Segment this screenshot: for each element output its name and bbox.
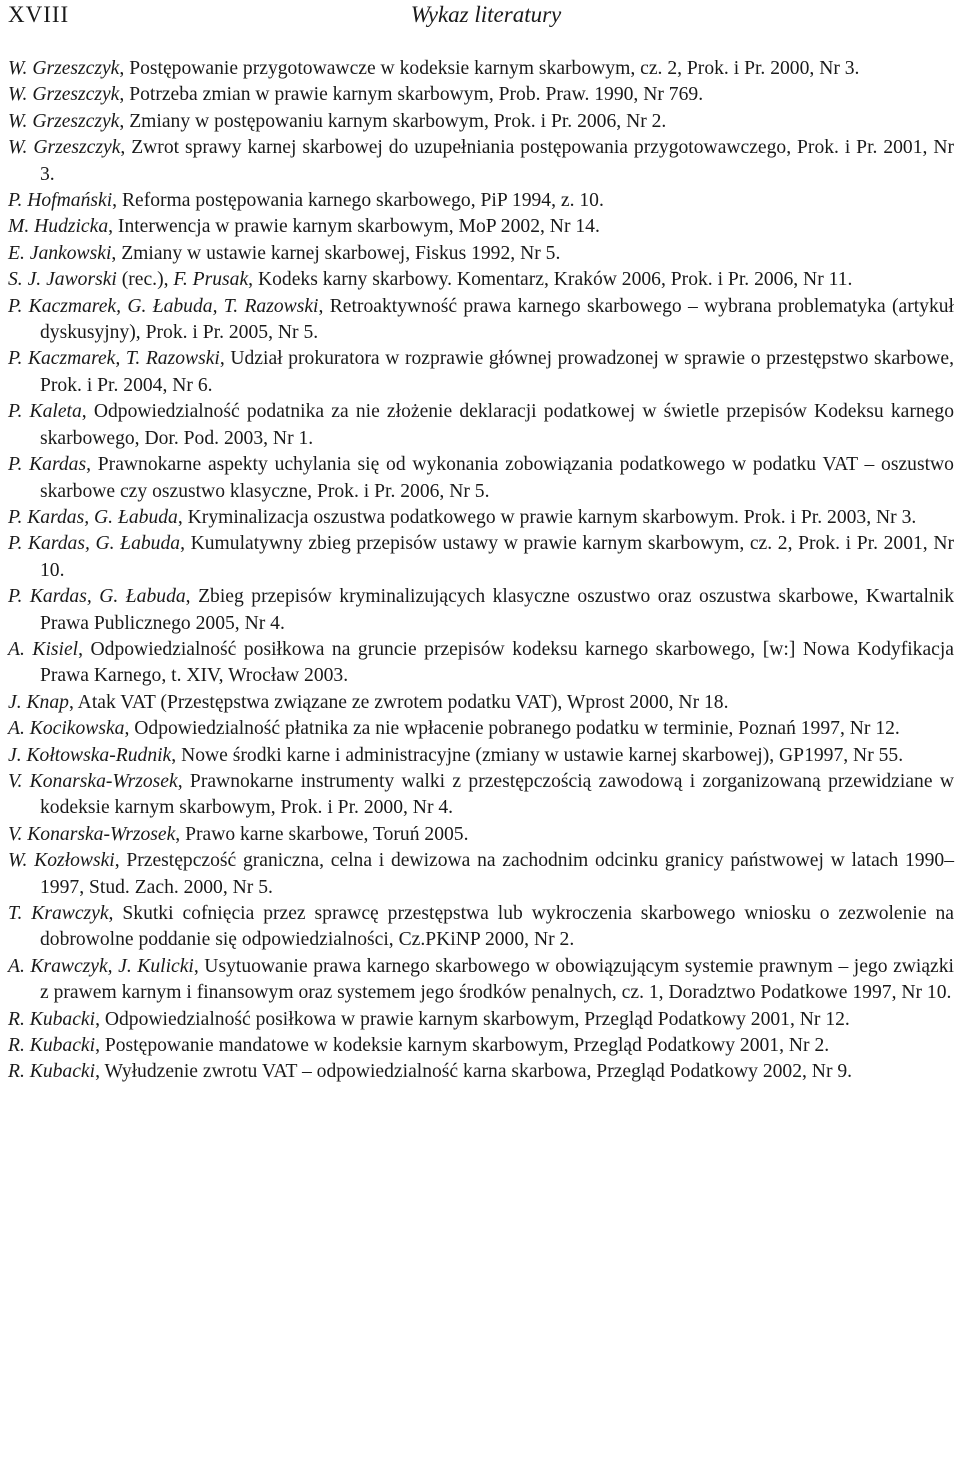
bibliography-entry — [8, 848, 954, 901]
entry-authors: P. Kardas, G. Łabuda — [8, 506, 178, 528]
entry-text: , Odpowiedzialność posiłkowa na gruncie przepisów kodeksu karnego skarbowego, [w:] Nowa Kodyfikacja Prawa Karnego, t. XIV, Wrocław 2003. — [40, 638, 954, 687]
entry-authors: V. Konarska-Wrzosek — [8, 823, 176, 845]
entry-authors: P. Hofmański — [8, 190, 113, 212]
entry-text: , Skutki cofnięcia przez sprawcę przestępstwa lub wykroczenia skarbowego wniosku o zezwolenie na dobrowolne poddanie się odpowiedzialności, Cz.PKiNP 2000, Nr 2. — [40, 903, 954, 951]
entry-text: , Postępowanie przygotowawcze w kodeksie karnym skarbowym, cz. 2, Prok. i Pr. 2000, Nr 3. — [119, 58, 860, 79]
bibliography-entry — [8, 82, 954, 108]
entry-text: , Prawnokarne instrumenty walki z przestępczością zawodową i zorganizowaną przewidziane w kodeksie karnym skarbowym, Prok. i Pr. 2000, Nr 4. — [40, 770, 954, 819]
entry-authors: P. Kaleta — [8, 401, 82, 423]
entry-text: , Potrzeba zmian w prawie karnym skarbowym, Prob. Praw. 1990, Nr 769. — [119, 84, 704, 106]
bibliography-entry — [8, 1059, 954, 1085]
entry-authors: A. Kocikowska — [8, 718, 125, 740]
bibliography-entry — [8, 399, 954, 452]
bibliography-entry — [8, 1007, 954, 1033]
entry-authors: R. Kubacki — [8, 1061, 96, 1083]
page-header — [8, 0, 952, 34]
entry-text: (rec.), — [116, 269, 174, 291]
entry-authors: S. J. Jaworski — [8, 269, 117, 291]
bibliography-entry — [8, 294, 954, 347]
bibliography-entry — [8, 743, 954, 769]
bibliography-entry — [8, 241, 954, 267]
bibliography-entry — [8, 346, 954, 399]
entry-authors: J. Kołtowska-Rudnik — [8, 744, 172, 766]
bibliography-entry — [8, 769, 954, 822]
entry-authors: W. Grzeszczyk — [8, 137, 121, 159]
entry-text: , Kryminalizacja oszustwa podatkowego w prawie karnym skarbowym. Prok. i Pr. 2003, Nr 3. — [177, 506, 917, 528]
entry-authors: R. Kubacki — [8, 1008, 96, 1030]
bibliography-entry — [8, 267, 954, 293]
entry-authors: T. Krawczyk — [8, 903, 109, 924]
bibliography-entry — [8, 452, 954, 505]
bibliography-entry — [8, 505, 954, 531]
entry-authors: P. Kardas — [8, 454, 87, 476]
entry-text: , Zwrot sprawy karnej skarbowej do uzupełniania postępowania przygotowawczego, Prok. i Pr. 2001, Nr 3. — [40, 137, 954, 185]
bibliography-entry — [8, 901, 954, 954]
entry-text: , Retroaktywność prawa karnego skarbowego – wybrana problematyka (artykuł dyskusyjny), Prok. i Pr. 2005, Nr 5. — [40, 295, 954, 344]
entry-authors: J. Knap — [8, 691, 69, 713]
entry-text: , Interwencja w prawie karnym skarbowym, MoP 2002, Nr 14. — [108, 216, 600, 238]
entry-authors: W. Grzeszczyk — [8, 110, 120, 132]
entry-authors: P. Kardas, G. Łabuda — [8, 586, 186, 608]
entry-text: , Odpowiedzialność płatnika za nie wpłacenie pobranego podatku w terminie, Poznań 1997, Nr 12. — [124, 718, 900, 740]
bibliography-entry — [8, 716, 954, 742]
bibliography-entry — [8, 135, 954, 188]
bibliography-entry — [8, 56, 954, 82]
entry-authors: A. Kisiel — [8, 638, 79, 660]
bibliography-entry — [8, 690, 954, 716]
entry-authors: E. Jankowski — [8, 242, 112, 264]
entry-authors: P. Kaczmarek, T. Razowski — [8, 348, 220, 370]
bibliography-entry — [8, 637, 954, 690]
entry-text: , Kumulatywny zbieg przepisów ustawy w prawie karnym skarbowym, cz. 2, Prok. i Pr. 2001, Nr 10. — [40, 533, 954, 581]
bibliography-entry — [8, 214, 954, 240]
entry-text: , Odpowiedzialność podatnika za nie złożenie deklaracji podatkowej w świetle przepisów Kodeksu karnego skarbowego, Dor. Pod. 2003, Nr 1. — [40, 401, 954, 449]
entry-authors: R. Kubacki — [8, 1035, 96, 1057]
entry-text: , Zbieg przepisów kryminalizujących klasyczne oszustwo oraz oszustwa skarbowe, Kwartalnik Prawa Publicznego 2005, Nr 4. — [40, 586, 954, 634]
entry-authors: V. Konarska-Wrzosek — [8, 770, 178, 792]
entry-authors: W. Grzeszczyk — [8, 58, 120, 79]
bibliography-entry — [8, 954, 954, 1007]
entry-text: , Zmiany w postępowaniu karnym skarbowym, Prok. i Pr. 2006, Nr 2. — [119, 110, 667, 132]
entry-authors: A. Krawczyk, J. Kulicki — [8, 955, 194, 977]
entry-authors: W. Grzeszczyk — [8, 84, 120, 106]
entry-text: , Udział prokuratora w rozprawie głównej prowadzonej w sprawie o przestępstwo skarbowe, Prok. i Pr. 2004, Nr 6. — [40, 348, 954, 396]
entry-authors: W. Kozłowski — [8, 850, 115, 872]
entry-text: , Zmiany w ustawie karnej skarbowej, Fiskus 1992, Nr 5. — [111, 242, 561, 264]
bibliography-entry — [8, 109, 954, 135]
entry-authors: P. Kardas, G. Łabuda — [8, 533, 181, 555]
page-number: XVIII — [8, 2, 70, 27]
bibliography-list — [8, 56, 954, 1086]
entry-text: , Przestępczość graniczna, celna i dewizowa na zachodnim odcinku granicy państwowej w latach 1990–1997, Stud. Zach. 2000, Nr 5. — [40, 850, 954, 898]
entry-text: , Odpowiedzialność posiłkowa w prawie karnym skarbowym, Przegląd Podatkowy 2001, Nr 12. — [95, 1008, 850, 1030]
running-title: Wykaz literatury — [410, 2, 562, 27]
bibliography-entry — [8, 188, 954, 214]
entry-text: , Prawo karne skarbowe, Toruń 2005. — [175, 823, 469, 845]
entry-text: , Nowe środki karne i administracyjne (zmiany w ustawie karnej skarbowej), GP1997, Nr 55. — [171, 744, 904, 766]
bibliography-entry — [8, 1033, 954, 1059]
entry-text: , Wyłudzenie zwrotu VAT – odpowiedzialność karna skarbowa, Przegląd Podatkowy 2002, Nr 9. — [95, 1061, 853, 1083]
bibliography-entry — [8, 531, 954, 584]
entry-text: , Usytuowanie prawa karnego skarbowego w obowiązującym systemie prawnym – jego związki z prawem karnym i finansowym oraz systemem jego środków penalnych, cz. 1, Doradztwo Podatkowe 1997, Nr 10. — [40, 955, 954, 1004]
entry-text-continued: , Kodeks karny skarbowy. Komentarz, Kraków 2006, Prok. i Pr. 2006, Nr 11. — [248, 269, 853, 291]
entry-second-author: F. Prusak — [173, 269, 249, 291]
bibliography-entry — [8, 584, 954, 637]
entry-authors: P. Kaczmarek, G. Łabuda, T. Razowski — [8, 295, 319, 317]
entry-text: , Postępowanie mandatowe w kodeksie karnym skarbowym, Przegląd Podatkowy 2001, Nr 2. — [95, 1035, 830, 1057]
entry-authors: M. Hudzicka — [8, 216, 109, 238]
bibliography-entry — [8, 822, 954, 848]
entry-text: , Prawnokarne aspekty uchylania się od wykonania zobowiązania podatkowego w podatku VAT – oszustwo skarbowe czy oszustwo klasyczne, Prok. i Pr. 2006, Nr 5. — [40, 454, 954, 502]
entry-text: , Atak VAT (Przestępstwa związane ze zwrotem podatku VAT), Wprost 2000, Nr 18. — [68, 691, 729, 713]
entry-text: , Reforma postępowania karnego skarbowego, PiP 1994, z. 10. — [112, 190, 604, 212]
